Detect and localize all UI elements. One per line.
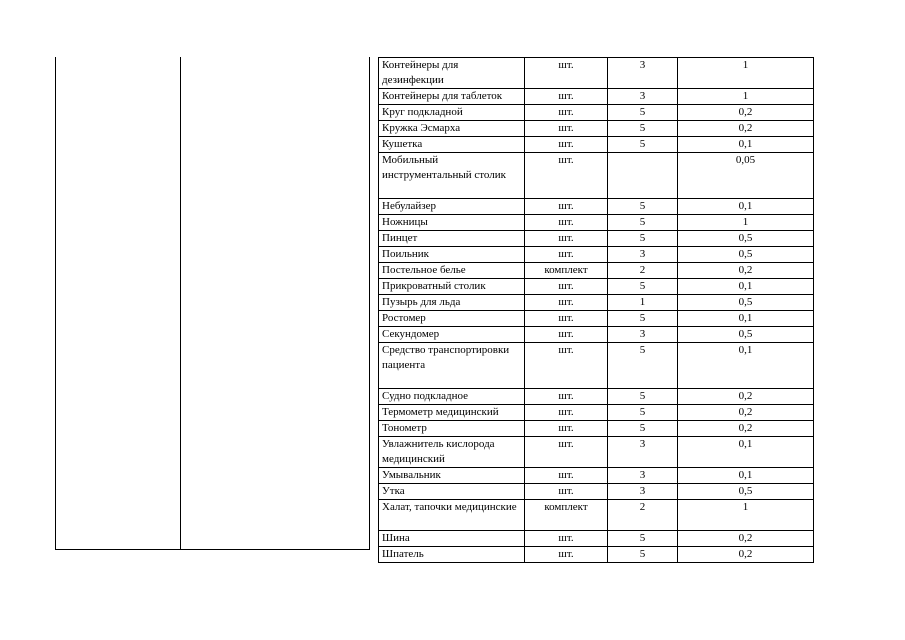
quantity-cell: 5	[608, 137, 678, 153]
unit-cell: шт.	[525, 421, 608, 437]
norm-cell: 1	[678, 215, 814, 231]
quantity-cell: 5	[608, 105, 678, 121]
item-name-cell: Шина	[379, 530, 525, 546]
quantity-cell: 5	[608, 121, 678, 137]
item-name-cell: Термометр медицинский	[379, 405, 525, 421]
outer-bottom-border	[55, 549, 369, 550]
item-name-cell: Ножницы	[379, 215, 525, 231]
unit-cell: шт.	[525, 231, 608, 247]
unit-cell: шт.	[525, 311, 608, 327]
norm-cell: 0,1	[678, 137, 814, 153]
item-name-cell: Утка	[379, 484, 525, 500]
norm-cell: 0,1	[678, 468, 814, 484]
quantity-cell: 5	[608, 279, 678, 295]
unit-cell: шт.	[525, 295, 608, 311]
norm-cell: 0,2	[678, 421, 814, 437]
norm-cell: 0,2	[678, 263, 814, 279]
norm-cell: 0,1	[678, 343, 814, 389]
item-name-cell: Умывальник	[379, 468, 525, 484]
quantity-cell: 5	[608, 421, 678, 437]
item-name-cell: Пинцет	[379, 231, 525, 247]
equipment-table	[378, 57, 814, 563]
norm-cell: 0,1	[678, 311, 814, 327]
unit-cell: комплект	[525, 263, 608, 279]
table-row	[379, 153, 814, 199]
quantity-cell: 5	[608, 405, 678, 421]
quantity-cell: 5	[608, 311, 678, 327]
unit-cell: шт.	[525, 105, 608, 121]
unit-cell: шт.	[525, 199, 608, 215]
table-row	[379, 484, 814, 500]
table-row	[379, 311, 814, 327]
table-row	[379, 405, 814, 421]
item-name-cell: Контейнеры для дезинфекции	[379, 58, 525, 89]
table-row	[379, 58, 814, 89]
unit-cell: шт.	[525, 215, 608, 231]
quantity-cell: 5	[608, 530, 678, 546]
norm-cell: 0,1	[678, 437, 814, 468]
table-row	[379, 389, 814, 405]
unit-cell: шт.	[525, 530, 608, 546]
item-name-cell: Ростомер	[379, 311, 525, 327]
norm-cell: 0,2	[678, 530, 814, 546]
norm-cell: 0,1	[678, 199, 814, 215]
norm-cell: 1	[678, 500, 814, 531]
table-row	[379, 105, 814, 121]
unit-cell: шт.	[525, 389, 608, 405]
quantity-cell: 5	[608, 343, 678, 389]
norm-cell: 0,2	[678, 121, 814, 137]
quantity-cell: 5	[608, 215, 678, 231]
table-row	[379, 231, 814, 247]
item-name-cell: Шпатель	[379, 546, 525, 562]
item-name-cell: Кушетка	[379, 137, 525, 153]
unit-cell: шт.	[525, 546, 608, 562]
table-row	[379, 530, 814, 546]
norm-cell: 0,2	[678, 389, 814, 405]
quantity-cell: 3	[608, 327, 678, 343]
equipment-table-body	[379, 58, 814, 563]
table-row	[379, 327, 814, 343]
item-name-cell: Прикроватный столик	[379, 279, 525, 295]
item-name-cell: Поильник	[379, 247, 525, 263]
norm-cell: 0,05	[678, 153, 814, 199]
quantity-cell: 5	[608, 199, 678, 215]
table-row	[379, 137, 814, 153]
outer-column-border-3	[369, 57, 370, 550]
item-name-cell: Небулайзер	[379, 199, 525, 215]
unit-cell: шт.	[525, 247, 608, 263]
quantity-cell: 3	[608, 437, 678, 468]
norm-cell: 1	[678, 58, 814, 89]
item-name-cell: Мобильный инструментальный столик	[379, 153, 525, 199]
table-row	[379, 437, 814, 468]
table-row	[379, 546, 814, 562]
item-name-cell: Секундомер	[379, 327, 525, 343]
quantity-cell: 3	[608, 468, 678, 484]
norm-cell: 0,1	[678, 279, 814, 295]
item-name-cell: Судно подкладное	[379, 389, 525, 405]
table-row	[379, 343, 814, 389]
item-name-cell: Постельное белье	[379, 263, 525, 279]
unit-cell: комплект	[525, 500, 608, 531]
unit-cell: шт.	[525, 279, 608, 295]
unit-cell: шт.	[525, 153, 608, 199]
table-row	[379, 468, 814, 484]
unit-cell: шт.	[525, 137, 608, 153]
item-name-cell: Кружка Эсмарха	[379, 121, 525, 137]
quantity-cell: 2	[608, 263, 678, 279]
quantity-cell: 3	[608, 58, 678, 89]
item-name-cell: Увлажнитель кислорода медицинский	[379, 437, 525, 468]
table-row	[379, 263, 814, 279]
table-row	[379, 295, 814, 311]
item-name-cell: Круг подкладной	[379, 105, 525, 121]
item-name-cell: Халат, тапочки медицинские	[379, 500, 525, 531]
unit-cell: шт.	[525, 121, 608, 137]
unit-cell: шт.	[525, 468, 608, 484]
quantity-cell: 2	[608, 500, 678, 531]
table-row	[379, 89, 814, 105]
quantity-cell: 5	[608, 389, 678, 405]
outer-column-border-left	[55, 57, 56, 550]
table-row	[379, 279, 814, 295]
norm-cell: 0,5	[678, 484, 814, 500]
unit-cell: шт.	[525, 437, 608, 468]
table-row	[379, 121, 814, 137]
norm-cell: 0,2	[678, 405, 814, 421]
quantity-cell	[608, 153, 678, 199]
table-row	[379, 247, 814, 263]
quantity-cell: 5	[608, 546, 678, 562]
unit-cell: шт.	[525, 343, 608, 389]
norm-cell: 0,2	[678, 105, 814, 121]
unit-cell: шт.	[525, 327, 608, 343]
table-row	[379, 500, 814, 531]
item-name-cell: Контейнеры для таблеток	[379, 89, 525, 105]
table-row	[379, 421, 814, 437]
quantity-cell: 3	[608, 247, 678, 263]
norm-cell: 0,2	[678, 546, 814, 562]
quantity-cell: 1	[608, 295, 678, 311]
norm-cell: 0,5	[678, 247, 814, 263]
quantity-cell: 3	[608, 484, 678, 500]
unit-cell: шт.	[525, 58, 608, 89]
table-row	[379, 215, 814, 231]
quantity-cell: 5	[608, 231, 678, 247]
item-name-cell: Тонометр	[379, 421, 525, 437]
outer-column-border-2	[180, 57, 181, 550]
unit-cell: шт.	[525, 89, 608, 105]
unit-cell: шт.	[525, 405, 608, 421]
quantity-cell: 3	[608, 89, 678, 105]
table-row	[379, 199, 814, 215]
norm-cell: 0,5	[678, 295, 814, 311]
norm-cell: 0,5	[678, 327, 814, 343]
unit-cell: шт.	[525, 484, 608, 500]
item-name-cell: Средство транспортировки пациента	[379, 343, 525, 389]
norm-cell: 1	[678, 89, 814, 105]
item-name-cell: Пузырь для льда	[379, 295, 525, 311]
norm-cell: 0,5	[678, 231, 814, 247]
